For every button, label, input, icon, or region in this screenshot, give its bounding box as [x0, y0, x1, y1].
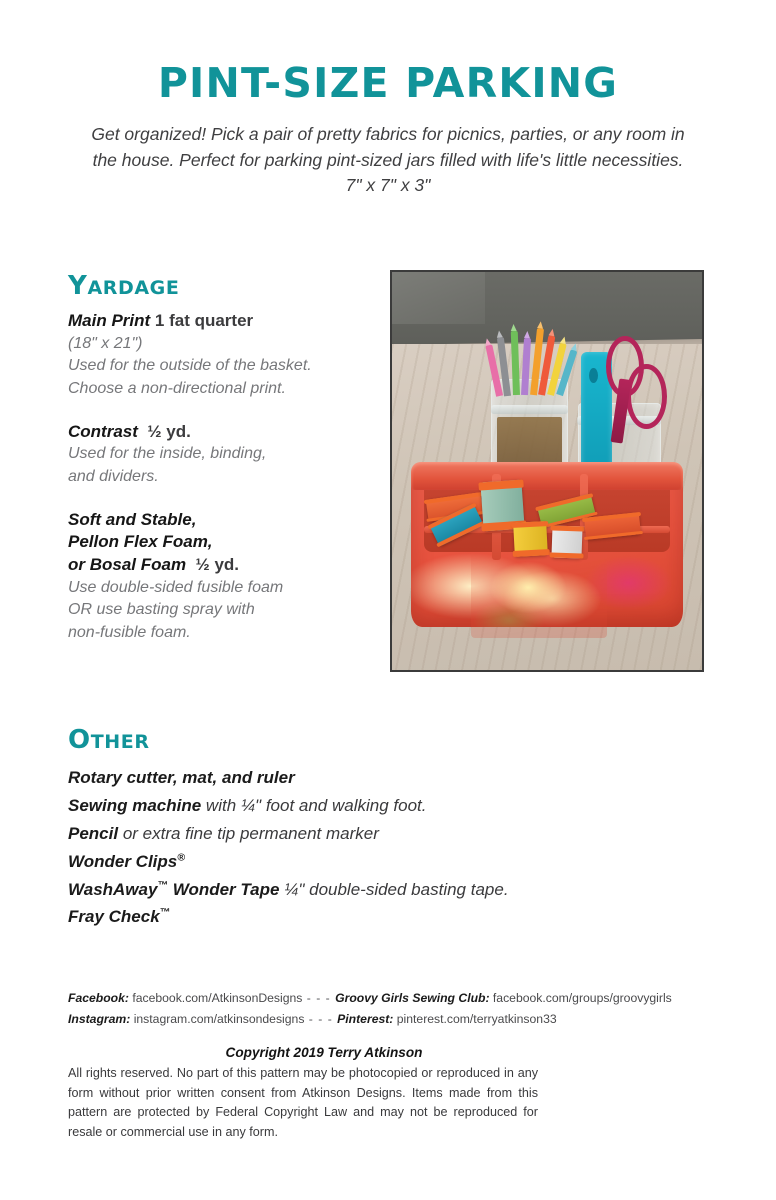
- other-item-rest: with ¼" foot and walking foot.: [201, 795, 427, 815]
- other-item-rest: ¼" double-sided basting tape.: [279, 879, 509, 899]
- pinterest-url[interactable]: pinterest.com/terryatkinson33: [393, 1011, 557, 1026]
- page-title: PINT-SIZE PARKING: [157, 59, 619, 107]
- yardage-heading: [68, 271, 378, 301]
- other-item-name: Fray Check: [68, 907, 160, 927]
- material-desc-line: Used for the inside, binding,: [68, 445, 267, 463]
- trademark-mark: ™: [159, 906, 171, 919]
- material-name-line: Pellon Flex Foam,: [68, 532, 213, 552]
- material-qty: 1 fat quarter: [154, 311, 254, 330]
- fabric-basket: [411, 451, 684, 638]
- yardage-heading-rest: ARDAGE: [87, 277, 180, 299]
- registered-mark: ®: [177, 850, 186, 863]
- material-desc-line: non-fusible foam.: [68, 624, 191, 642]
- other-heading: [68, 725, 708, 755]
- other-item: [68, 764, 708, 792]
- other-item: [68, 876, 708, 904]
- material-name: Contrast: [68, 421, 138, 441]
- facebook-url[interactable]: facebook.com/AtkinsonDesigns: [128, 991, 303, 1005]
- other-item-name: Wonder Clips: [68, 851, 178, 871]
- groovy-girls-url[interactable]: facebook.com/groups/groovygirls: [489, 991, 672, 1005]
- instagram-url[interactable]: instagram.com/atkinsondesigns: [130, 1011, 305, 1026]
- thread-spool: [513, 521, 547, 556]
- social-line: [68, 988, 716, 1009]
- material-desc-line: (18" x 21"): [68, 334, 143, 352]
- social-line: [68, 1009, 716, 1030]
- material-heading: [68, 421, 378, 444]
- pinterest-label: Pinterest:: [337, 1011, 394, 1026]
- material-heading: [68, 509, 378, 532]
- pink-scissors-handle-b: [626, 364, 667, 430]
- trademark-mark: ™: [157, 878, 168, 891]
- yardage-heading-cap: Y: [68, 271, 88, 301]
- material-heading: [68, 554, 378, 577]
- other-item: [68, 903, 708, 931]
- other-section: [68, 725, 708, 931]
- other-heading-cap: O: [68, 725, 91, 755]
- other-item-name: Pencil: [68, 823, 119, 843]
- material-qty: ½ yd.: [195, 555, 240, 575]
- material-heading: [68, 531, 378, 554]
- material-heading: [68, 310, 378, 333]
- material-qty: ½ yd.: [147, 421, 191, 441]
- other-heading-rest: THER: [90, 731, 150, 753]
- project-photo: [390, 270, 704, 672]
- material-foam: [68, 509, 378, 645]
- material-desc-line: and dividers.: [68, 468, 159, 486]
- other-item-name-2: Wonder Tape: [167, 879, 280, 899]
- social-links: [68, 988, 716, 1030]
- page-subtitle: Get organized! Pick a pair of pretty fabrics for picnics, parties, or any room in the house. Perfect for parking pint-sized jars filled with life's little necessities. 7" x 7" x 3": [91, 124, 685, 196]
- thread-spool: [552, 525, 583, 558]
- yardage-section: [68, 271, 378, 659]
- copyright-body: All rights reserved. No part of this pattern may be photocopied or reproduced in any form without prior written consent from Atkinson Designs. Items made from this pattern are protected by Federal Copyright Law and may not be reproduced for resale or commercial use in any form.: [68, 1066, 538, 1139]
- basket-binding-rim: [411, 462, 684, 490]
- crayon-bundle: [491, 324, 569, 396]
- jar-ring: [491, 405, 568, 414]
- material-desc-line: OR use basting spray with: [68, 601, 255, 619]
- other-item: [68, 792, 708, 820]
- material-name-line: or Bosal Foam: [68, 555, 187, 575]
- material-main-print: [68, 310, 378, 401]
- separator: - - -: [302, 991, 336, 1005]
- project-photo-image: [392, 272, 702, 670]
- other-item-name: WashAway: [68, 879, 158, 899]
- groovy-girls-label: Groovy Girls Sewing Club:: [335, 991, 490, 1005]
- material-contrast: [68, 421, 378, 489]
- other-item-name: Sewing machine: [68, 795, 202, 815]
- material-desc-line: Use double-sided fusible foam: [68, 578, 284, 596]
- other-item: [68, 848, 708, 876]
- separator: - - -: [304, 1011, 338, 1026]
- material-name: Main Print: [68, 311, 151, 330]
- copyright-heading: Copyright 2019 Terry Atkinson: [225, 1045, 423, 1060]
- material-name-line: Soft and Stable,: [68, 509, 197, 529]
- facebook-label: Facebook:: [68, 991, 129, 1005]
- material-desc-line: Choose a non-directional print.: [68, 380, 286, 398]
- instagram-label: Instagram:: [68, 1011, 131, 1026]
- material-desc-line: Used for the outside of the basket.: [68, 357, 312, 375]
- other-item-rest: or extra fine tip permanent marker: [118, 823, 379, 843]
- photo-backdrop-highlight: [392, 272, 485, 324]
- other-item: [68, 820, 708, 848]
- other-item-name: Rotary cutter, mat, and ruler: [68, 768, 295, 787]
